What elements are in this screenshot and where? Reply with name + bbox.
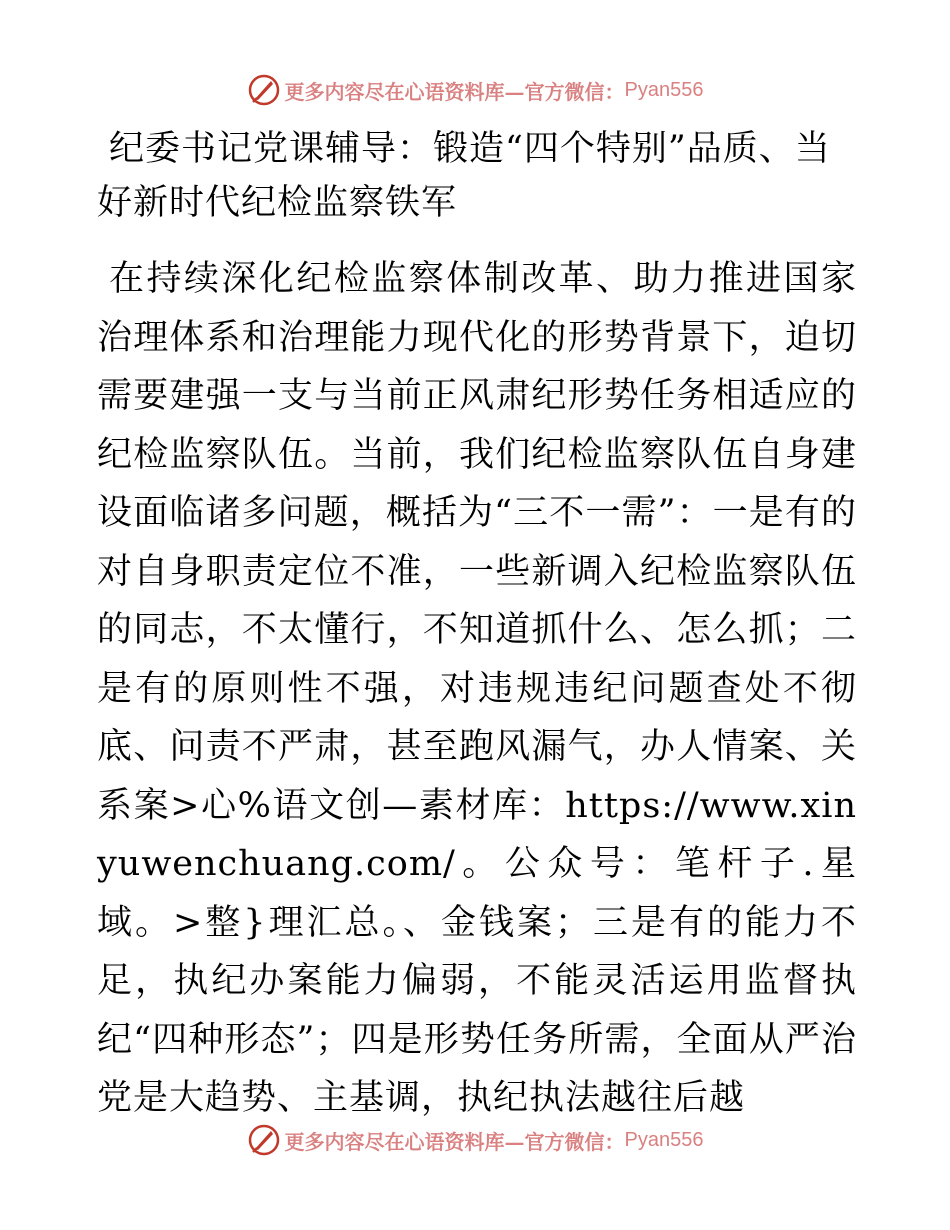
banner-text: 更多内容尽在心语资料库—官方微信： xyxy=(284,1129,625,1154)
banner-text: 更多内容尽在心语资料库—官方微信： xyxy=(284,79,625,104)
banner-wechat-id: Pyan556 xyxy=(624,1128,704,1151)
banner-wechat-id: Pyan556 xyxy=(624,78,704,101)
quill-logo-icon xyxy=(247,1123,281,1157)
header-watermark-banner xyxy=(0,70,950,110)
quill-logo-icon xyxy=(247,73,281,107)
footer-watermark-banner xyxy=(0,1120,950,1160)
document-body: 在持续深化纪检监察体制改革、助力推进国家治理体系和治理能力现代化的形势背景下，迫切需要建强一支与当前正风肃纪形势任务相适应的纪检监察队伍。当前，我们纪检监察队伍自身建设面临诸多问题，概括为“三不一需”：一是有的对自身职责定位不准，一些新调入纪检监察队伍的同志，不太懂行，不知道抓什么、怎么抓；二是有的原则性不强，对违规违纪问题查处不彻底、问责不严肃，甚至跑风漏气，办人情案、关系案>心%语文创—素材库：https://www.xinyuwenchuang.com/。公众号：笔杆子.星域。>整}理汇总。、金钱案；三是有的能力不足，执纪办案能力偏弱，不能灵活运用监督执纪“四种形态”；四是形势任务所需，全面从严治党是大趋势、主基调，执纪执法越往后越 xyxy=(97,259,857,1118)
document-title: 纪委书记党课辅导：锻造“四个特别”品质、当好新时代纪检监察铁军 xyxy=(97,129,831,223)
